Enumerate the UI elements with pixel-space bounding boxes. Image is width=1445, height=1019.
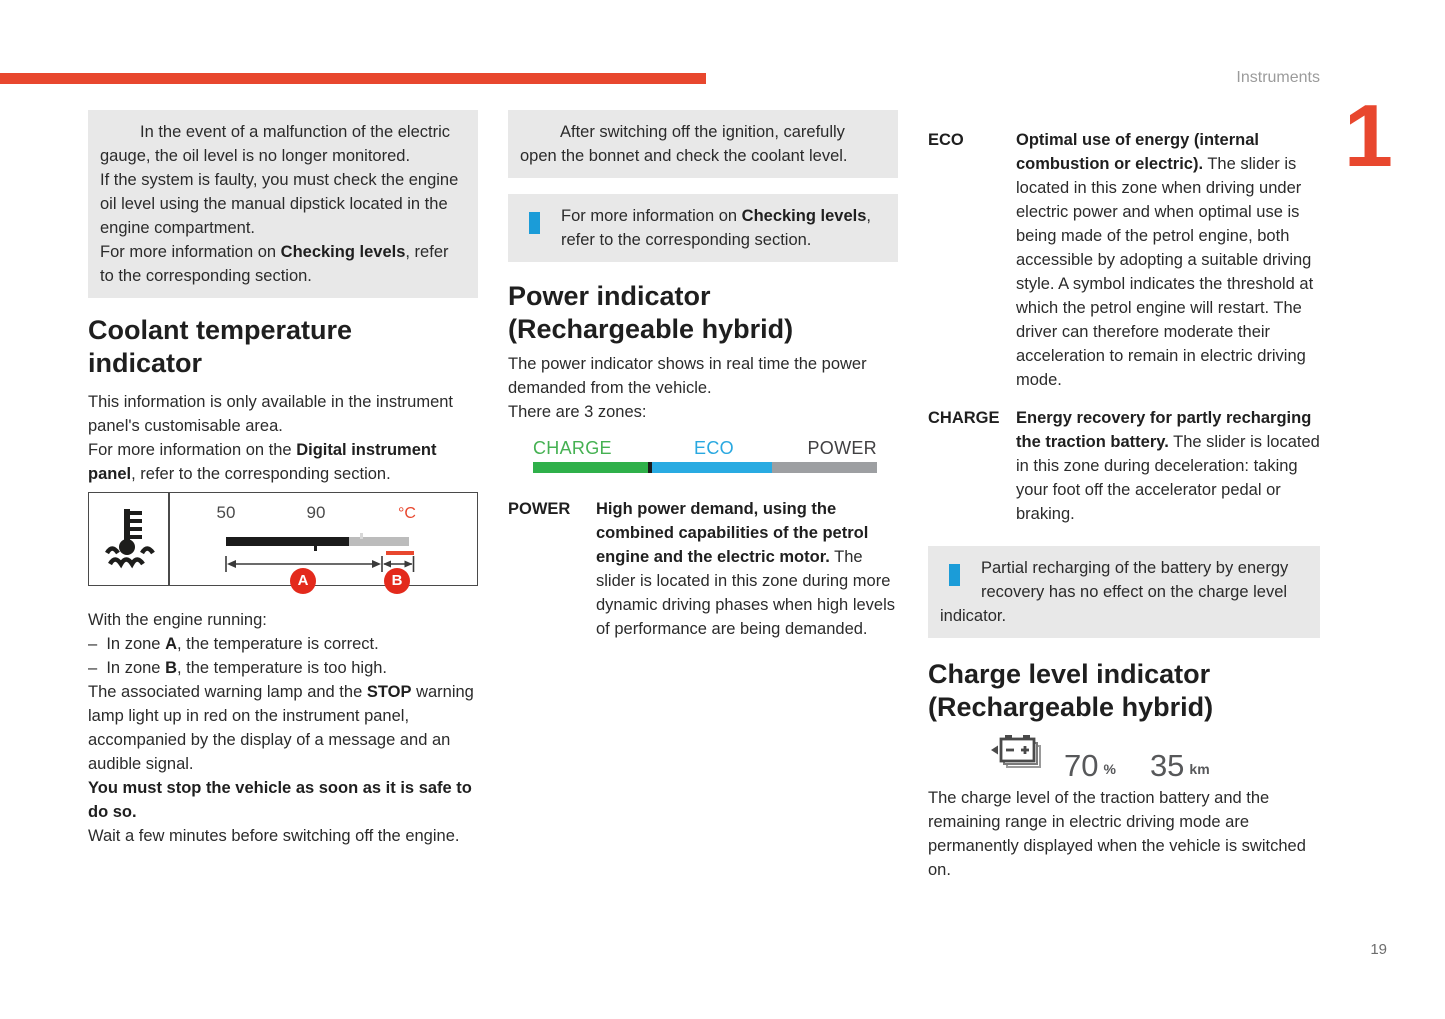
charge-definition bbox=[928, 406, 1320, 526]
power-definition-label: POWER bbox=[508, 500, 571, 518]
list-item: – In zone B, the temperature is too high. bbox=[88, 659, 388, 677]
info-icon bbox=[529, 209, 540, 234]
power-zone-label: POWER bbox=[807, 438, 877, 458]
power-intro: The power indicator shows in real time the power demanded from the vehicle. There are 3 zones: bbox=[508, 355, 867, 421]
eco-definition-label: ECO bbox=[928, 131, 964, 149]
warning-text: For more information on bbox=[100, 243, 281, 261]
info-icon bbox=[949, 561, 960, 586]
info-text: Partial recharging of the battery by energy recovery has no effect on the charge level indicator. bbox=[940, 559, 1289, 625]
info-box-partial-recharge bbox=[928, 546, 1320, 638]
warning-text: In the event of a malfunction of the electric gauge, the oil level is no longer monitored. bbox=[100, 123, 451, 165]
charge-level-display bbox=[990, 738, 1320, 782]
chapter-number: 1 bbox=[1344, 86, 1393, 185]
power-segment bbox=[772, 462, 877, 473]
scale-unit-celsius: °C bbox=[398, 505, 416, 522]
warning-box-coolant bbox=[508, 110, 898, 178]
charge-zone-label: CHARGE bbox=[533, 438, 612, 458]
warning-text: If the system is faulty, you must check the engine oil level using the manual dipstick located in the engine compartment. bbox=[100, 171, 459, 237]
warning-text-bold: Checking levels bbox=[280, 243, 406, 261]
power-zones-bar bbox=[533, 436, 877, 473]
info-text: , refer to the corresponding section. bbox=[561, 207, 871, 249]
column-right bbox=[928, 110, 1320, 882]
charge-level-body: The charge level of the traction battery and the remaining range in electric driving mode are permanently displayed when the vehicle is switched on. bbox=[928, 789, 1306, 879]
battery-charge-icon bbox=[990, 731, 1042, 780]
list-item: – In zone A, the temperature is correct. bbox=[88, 635, 379, 653]
eco-segment bbox=[652, 462, 772, 473]
coolant-intro: This information is only available in the instrument panel's customisable area. For more information on the Digital instrument panel, refer to the corresponding section. bbox=[88, 393, 454, 483]
warning-box-oil-gauge bbox=[88, 110, 478, 298]
eco-definition-text: Optimal use of energy (internal combustion or electric). The slider is located in this zone when driving under electric power and when optimal use is being made of the petrol engine, both accessible by adopting a suitable driving style. A symbol indicates the threshold at which the petrol engine will restart. The driver can therefore moderate their acceleration to remain in electric driving mode. bbox=[1016, 131, 1314, 389]
range-value: 35 bbox=[1149, 748, 1185, 783]
scale-tick-90: 90 bbox=[306, 503, 326, 522]
charge-definition-label: CHARGE bbox=[928, 409, 1000, 427]
eco-zone-label: ECO bbox=[694, 438, 734, 458]
scale-tick-50: 50 bbox=[216, 503, 236, 522]
zone-a-badge: A bbox=[290, 568, 316, 594]
percent-unit: % bbox=[1103, 761, 1116, 777]
zone-span-arrows bbox=[89, 493, 479, 587]
stop-warning-bold: You must stop the vehicle as soon as it is safe to do so. bbox=[88, 779, 472, 821]
warning-text: , refer to the corresponding section. bbox=[100, 243, 449, 285]
coolant-temperature-diagram bbox=[88, 492, 478, 589]
charge-percent-value: 70 bbox=[1064, 748, 1099, 783]
column-middle bbox=[508, 110, 898, 641]
coolant-body: With the engine running: – In zone A, the temperature is correct. – In zone B, the temperature is too high. The associated warning lamp and the STOP warning lamp light up in red on the instrument panel, accompanied by the display of a message and an audible signal. You must stop the vehicle as soon as it is safe to do so. Wait a few minutes before switching off the engine. bbox=[88, 611, 474, 845]
running-header: Instruments bbox=[1236, 69, 1320, 86]
coolant-section-heading: Coolant temperature indicator bbox=[88, 315, 353, 378]
warning-text: After switching off the ignition, carefully open the bonnet and check the coolant level. bbox=[520, 123, 848, 165]
column-left bbox=[88, 110, 478, 848]
charge-definition-text: Energy recovery for partly recharging the traction battery. The slider is located in this zone during deceleration: taking your foot off the accelerator pedal or braking. bbox=[1016, 409, 1320, 523]
info-text-bold: Checking levels bbox=[741, 207, 867, 225]
range-unit: km bbox=[1189, 761, 1210, 777]
power-definition bbox=[508, 497, 898, 641]
page-number: 19 bbox=[1370, 941, 1387, 958]
charge-level-heading: Charge level indicator (Rechargeable hybrid) bbox=[928, 659, 1214, 722]
eco-definition bbox=[928, 128, 1320, 392]
zones-track bbox=[533, 462, 877, 473]
info-text: For more information on bbox=[561, 207, 742, 225]
power-section-heading: Power indicator (Rechargeable hybrid) bbox=[508, 281, 794, 344]
info-box-checking-levels bbox=[508, 194, 898, 262]
charge-segment bbox=[533, 462, 648, 473]
top-accent-bar bbox=[0, 73, 706, 84]
power-definition-text: High power demand, using the combined capabilities of the petrol engine and the electric motor. The slider is located in this zone during more dynamic driving phases when high levels of performance are being demanded. bbox=[596, 500, 895, 638]
zone-b-badge: B bbox=[384, 568, 410, 594]
